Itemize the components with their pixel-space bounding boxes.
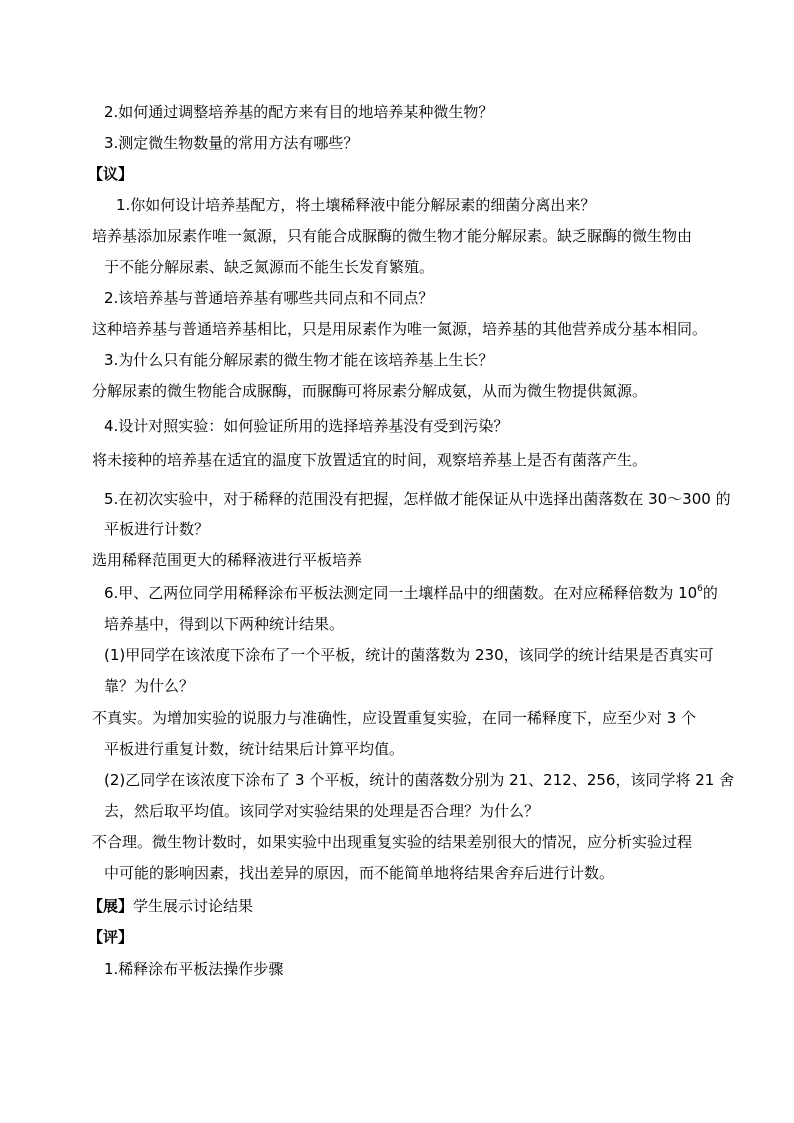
question-2: 2.如何通过调整培养基的配方来有目的地培养某种微生物？	[104, 103, 494, 121]
sub-question-2-line-1: (2)乙同学在该浓度下涂布了 3 个平板，统计的菌落数分别为 21、212、256，该同学将 21 舍	[104, 771, 735, 789]
sub-answer-1-line-2: 平板进行重复计数，统计结果后计算平均值。	[104, 740, 405, 758]
discuss-question-6-line-1	[104, 582, 718, 604]
discuss-question-5-line-2: 平板进行计数？	[104, 520, 210, 538]
discuss-question-4: 4.设计对照实验：如何验证所用的选择培养基没有受到污染？	[104, 417, 509, 435]
sub-question-2-line-2: 去，然后取平均值。该同学对实验结果的处理是否合理？为什么？	[104, 802, 540, 820]
evaluate-item-1: 1.稀释涂布平板法操作步骤	[104, 960, 284, 978]
answer-3: 分解尿素的微生物能合成脲酶，而脲酶可将尿素分解成氨，从而为微生物提供氮源。	[92, 382, 648, 400]
answer-1-line-2: 于不能分解尿素、缺乏氮源而不能生长发育繁殖。	[104, 258, 435, 276]
answer-2: 这种培养基与普通培养基相比，只是用尿素作为唯一氮源，培养基的其他营养成分基本相同。	[92, 320, 708, 338]
sub-question-1-line-1: (1)甲同学在该浓度下涂布了一个平板，统计的菌落数为 230，该同学的统计结果是否真实可	[104, 646, 714, 664]
answer-5: 选用稀释范围更大的稀释液进行平板培养	[92, 551, 363, 569]
section-show	[88, 895, 253, 917]
sub-question-1-line-2: 靠？为什么？	[104, 677, 195, 695]
section-heading-show: 【展】	[88, 897, 134, 915]
question-6-text: 6.甲、乙两位同学用稀释涂布平板法测定同一土壤样品中的细菌数。在对应稀释倍数为 10	[104, 584, 698, 602]
question-3: 3.测定微生物数量的常用方法有哪些？	[104, 134, 359, 152]
discuss-question-5-line-1: 5.在初次实验中，对于稀释的范围没有把握，怎样做才能保证从中选择出菌落数在 30～300 的	[104, 490, 731, 508]
answer-1-line-1: 培养基添加尿素作唯一氮源，只有能合成脲酶的微生物才能分解尿素。缺乏脲酶的微生物由	[92, 227, 693, 245]
exponent: 6	[697, 584, 703, 594]
show-text: 学生展示讨论结果	[133, 897, 254, 915]
discuss-question-6-line-2: 培养基中，得到以下两种统计结果。	[104, 615, 345, 633]
sub-answer-2-line-1: 不合理。微生物计数时，如果实验中出现重复实验的结果差别很大的情况，应分析实验过程	[92, 833, 693, 851]
section-heading-discuss: 【议】	[88, 165, 134, 183]
section-heading-evaluate: 【评】	[88, 928, 134, 946]
discuss-question-2: 2.该培养基与普通培养基有哪些共同点和不同点？	[104, 289, 434, 307]
question-6-tail: 的	[702, 584, 718, 602]
sub-answer-1-line-1: 不真实。为增加实验的说服力与准确性，应设置重复实验，在同一稀释度下，应至少对 3 个	[92, 709, 697, 727]
answer-4: 将未接种的培养基在适宜的温度下放置适宜的时间，观察培养基上是否有菌落产生。	[92, 451, 648, 469]
discuss-question-3: 3.为什么只有能分解尿素的微生物才能在该培养基上生长？	[104, 351, 494, 369]
discuss-question-1: 1.你如何设计培养基配方，将土壤稀释液中能分解尿素的细菌分离出来？	[116, 196, 596, 214]
sub-answer-2-line-2: 中可能的影响因素，找出差异的原因，而不能简单地将结果舍弃后进行计数。	[104, 864, 615, 882]
